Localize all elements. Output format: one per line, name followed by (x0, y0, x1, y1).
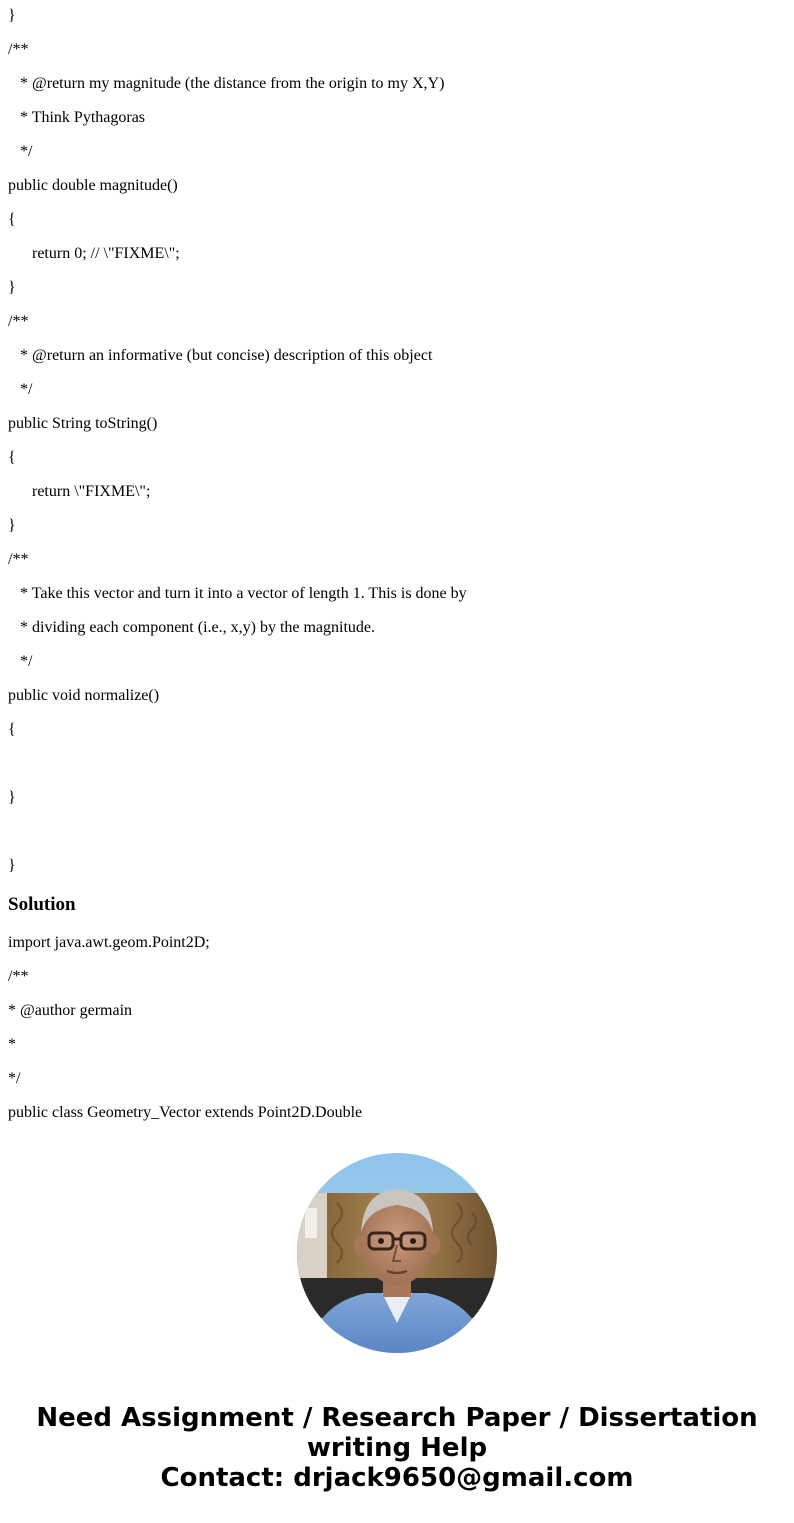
code-line: import java.awt.geom.Point2D; (8, 934, 210, 951)
footer-contact-line: Contact: drjack9650@gmail.com (160, 1463, 634, 1493)
code-line: } (8, 789, 16, 806)
code-line: */ (8, 1070, 21, 1087)
code-line: * dividing each component (i.e., x,y) by the magnitude. (8, 619, 376, 636)
code-line: * Take this vector and turn it into a vector of length 1. This is done by (8, 585, 467, 602)
code-line: public double magnitude() (8, 177, 178, 194)
code-line: /** (8, 41, 29, 58)
code-line: public class Geometry_Vector extends Point2D.Double (8, 1104, 363, 1121)
author-photo (297, 1153, 497, 1353)
code-line: { (8, 449, 16, 466)
code-line: } (8, 857, 16, 874)
code-line: */ (8, 653, 33, 670)
code-line: public String toString() (8, 415, 158, 432)
code-line: */ (8, 381, 33, 398)
solution-heading: Solution (8, 894, 76, 915)
footer-line-2: writing Help (306, 1433, 488, 1463)
code-line: { (8, 211, 16, 228)
code-line: * Think Pythagoras (8, 109, 146, 126)
code-line: } (8, 7, 16, 24)
code-line: * @return my magnitude (the distance from the origin to my X,Y) (8, 75, 445, 92)
code-line: * (8, 1036, 16, 1053)
code-line: public void normalize() (8, 687, 160, 704)
contact-footer (0, 1403, 794, 1493)
footer-line-1: Need Assignment / Research Paper / Dissertation (36, 1403, 758, 1433)
code-line: */ (8, 143, 33, 160)
code-line: } (8, 279, 16, 296)
code-line: /** (8, 968, 29, 985)
code-line: * @return an informative (but concise) description of this object (8, 347, 433, 364)
code-line: return \"FIXME\"; (8, 483, 151, 500)
code-line: { (8, 721, 16, 738)
code-line: return 0; // \"FIXME\"; (8, 245, 180, 262)
code-line: /** (8, 551, 29, 568)
code-line: /** (8, 313, 29, 330)
code-line: * @author germain (8, 1002, 133, 1019)
code-line: } (8, 517, 16, 534)
portrait-image (297, 1153, 497, 1353)
